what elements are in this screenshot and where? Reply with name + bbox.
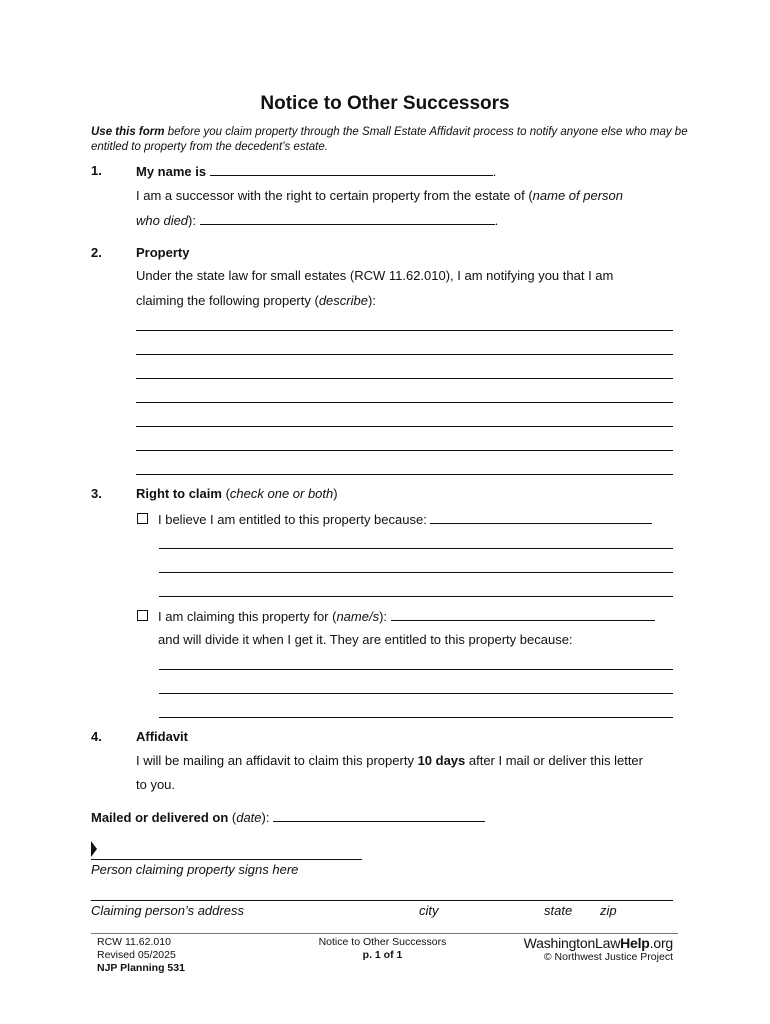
- affidavit-text-a: I will be mailing an affidavit to claim this property: [136, 753, 418, 768]
- right-to-claim-heading: Right to claim: [136, 486, 222, 501]
- footer-center: [300, 936, 465, 962]
- names-colon: ):: [379, 609, 388, 624]
- section-1-text-a: [136, 188, 623, 203]
- heading-paren-open: (: [221, 486, 230, 501]
- option-2-continuation: and will divide it when I get it. They are entitled to this property because:: [158, 632, 573, 647]
- section-4-heading: Affidavit: [136, 729, 188, 744]
- address-label: Claiming person’s address: [91, 903, 244, 918]
- others-line-3[interactable]: [159, 717, 673, 718]
- deceased-line-end: .: [494, 213, 499, 228]
- footer-right: [500, 935, 673, 964]
- claiming-for-text: I am claiming this property for (: [158, 609, 337, 624]
- zip-label: zip: [600, 903, 617, 918]
- intro-rest: before you claim property through the Small Estate Affidavit process to notify anyone else who may be entitled to property from the decedent’s estate.: [91, 126, 688, 153]
- property-line-5[interactable]: [136, 426, 673, 427]
- date-field[interactable]: [273, 809, 485, 822]
- signature-line[interactable]: [91, 859, 362, 860]
- footer-rcw: RCW 11.62.010: [97, 936, 171, 948]
- names-field[interactable]: [391, 608, 655, 621]
- mailed-label: Mailed or delivered on: [91, 810, 229, 825]
- section-3-number: 3.: [91, 486, 102, 501]
- claiming-for-checkbox[interactable]: [137, 610, 148, 621]
- state-label: state: [544, 903, 573, 918]
- mailed-paren-close: ):: [261, 810, 270, 825]
- name-line-end: .: [492, 164, 497, 179]
- name-of-person-hint: name of person: [532, 188, 624, 203]
- logo-part-b: Help: [620, 935, 650, 951]
- names-hint: name/s: [336, 609, 380, 624]
- footer-form-number: NJP Planning 531: [97, 962, 185, 974]
- entitled-line-1[interactable]: [159, 548, 673, 549]
- claiming-text: claiming the following property (: [136, 293, 319, 308]
- entitled-line-3[interactable]: [159, 596, 673, 597]
- heading-paren-close: ): [333, 486, 338, 501]
- washingtonlawhelp-logo: [500, 935, 673, 951]
- intro-lead: Use this form: [91, 126, 165, 138]
- section-1-name-row: [136, 163, 496, 179]
- footer-revised: Revised 05/2025: [97, 949, 176, 961]
- section-3-heading-row: [136, 486, 338, 501]
- property-line-1[interactable]: [136, 330, 673, 331]
- option-2-row: [158, 608, 655, 624]
- deceased-name-field[interactable]: [200, 212, 495, 225]
- describe-hint: describe: [318, 293, 368, 308]
- mailed-paren-open: (: [228, 810, 237, 825]
- section-4-text-c: to you.: [136, 777, 176, 792]
- entitled-reason-field[interactable]: [430, 511, 652, 524]
- section-2-text-a: Under the state law for small estates (RCW 11.62.010), I am notifying you that I am: [136, 268, 614, 283]
- logo-part-c: .org: [649, 935, 673, 951]
- affidavit-text-b: after I mail or deliver this letter: [465, 753, 643, 768]
- my-name-label: My name is: [136, 164, 207, 179]
- ten-days: 10 days: [417, 753, 466, 768]
- who-died-hint: who died: [136, 213, 189, 228]
- footer-rule: [91, 933, 678, 934]
- intro-text: [91, 125, 691, 155]
- section-2-heading: Property: [136, 245, 190, 260]
- property-line-3[interactable]: [136, 378, 673, 379]
- option-1-row: [158, 511, 652, 527]
- successor-text: I am a successor with the right to certain property from the estate of (: [136, 188, 533, 203]
- mailed-row: [91, 809, 485, 825]
- footer-page-number: p. 1 of 1: [362, 949, 403, 961]
- section-1-number: 1.: [91, 163, 102, 178]
- city-label: city: [419, 903, 439, 918]
- section-2-number: 2.: [91, 245, 102, 260]
- page-title: Notice to Other Successors: [260, 93, 510, 114]
- name-field[interactable]: [210, 163, 493, 176]
- section-4-number: 4.: [91, 729, 102, 744]
- address-line[interactable]: [91, 900, 673, 901]
- entitled-line-2[interactable]: [159, 572, 673, 573]
- sign-here-arrow-icon: [91, 841, 97, 857]
- date-hint: date: [236, 810, 262, 825]
- describe-close: ):: [367, 293, 376, 308]
- logo-part-a: WashingtonLaw: [523, 935, 621, 951]
- property-line-2[interactable]: [136, 354, 673, 355]
- entitled-checkbox[interactable]: [137, 513, 148, 524]
- property-line-4[interactable]: [136, 402, 673, 403]
- property-line-6[interactable]: [136, 450, 673, 451]
- others-line-2[interactable]: [159, 693, 673, 694]
- section-2-text-b: [136, 293, 376, 308]
- others-line-1[interactable]: [159, 669, 673, 670]
- footer-left: [97, 936, 185, 975]
- property-line-7[interactable]: [136, 474, 673, 475]
- signature-caption: Person claiming property signs here: [91, 862, 299, 877]
- who-died-colon: ):: [188, 213, 196, 228]
- footer-copyright: © Northwest Justice Project: [543, 951, 673, 963]
- entitled-text: I believe I am entitled to this property because:: [158, 512, 427, 527]
- footer-form-title: Notice to Other Successors: [318, 936, 447, 948]
- section-4-text-a: [136, 753, 643, 768]
- section-1-text-b: [136, 212, 498, 228]
- check-one-hint: check one or both: [229, 486, 334, 501]
